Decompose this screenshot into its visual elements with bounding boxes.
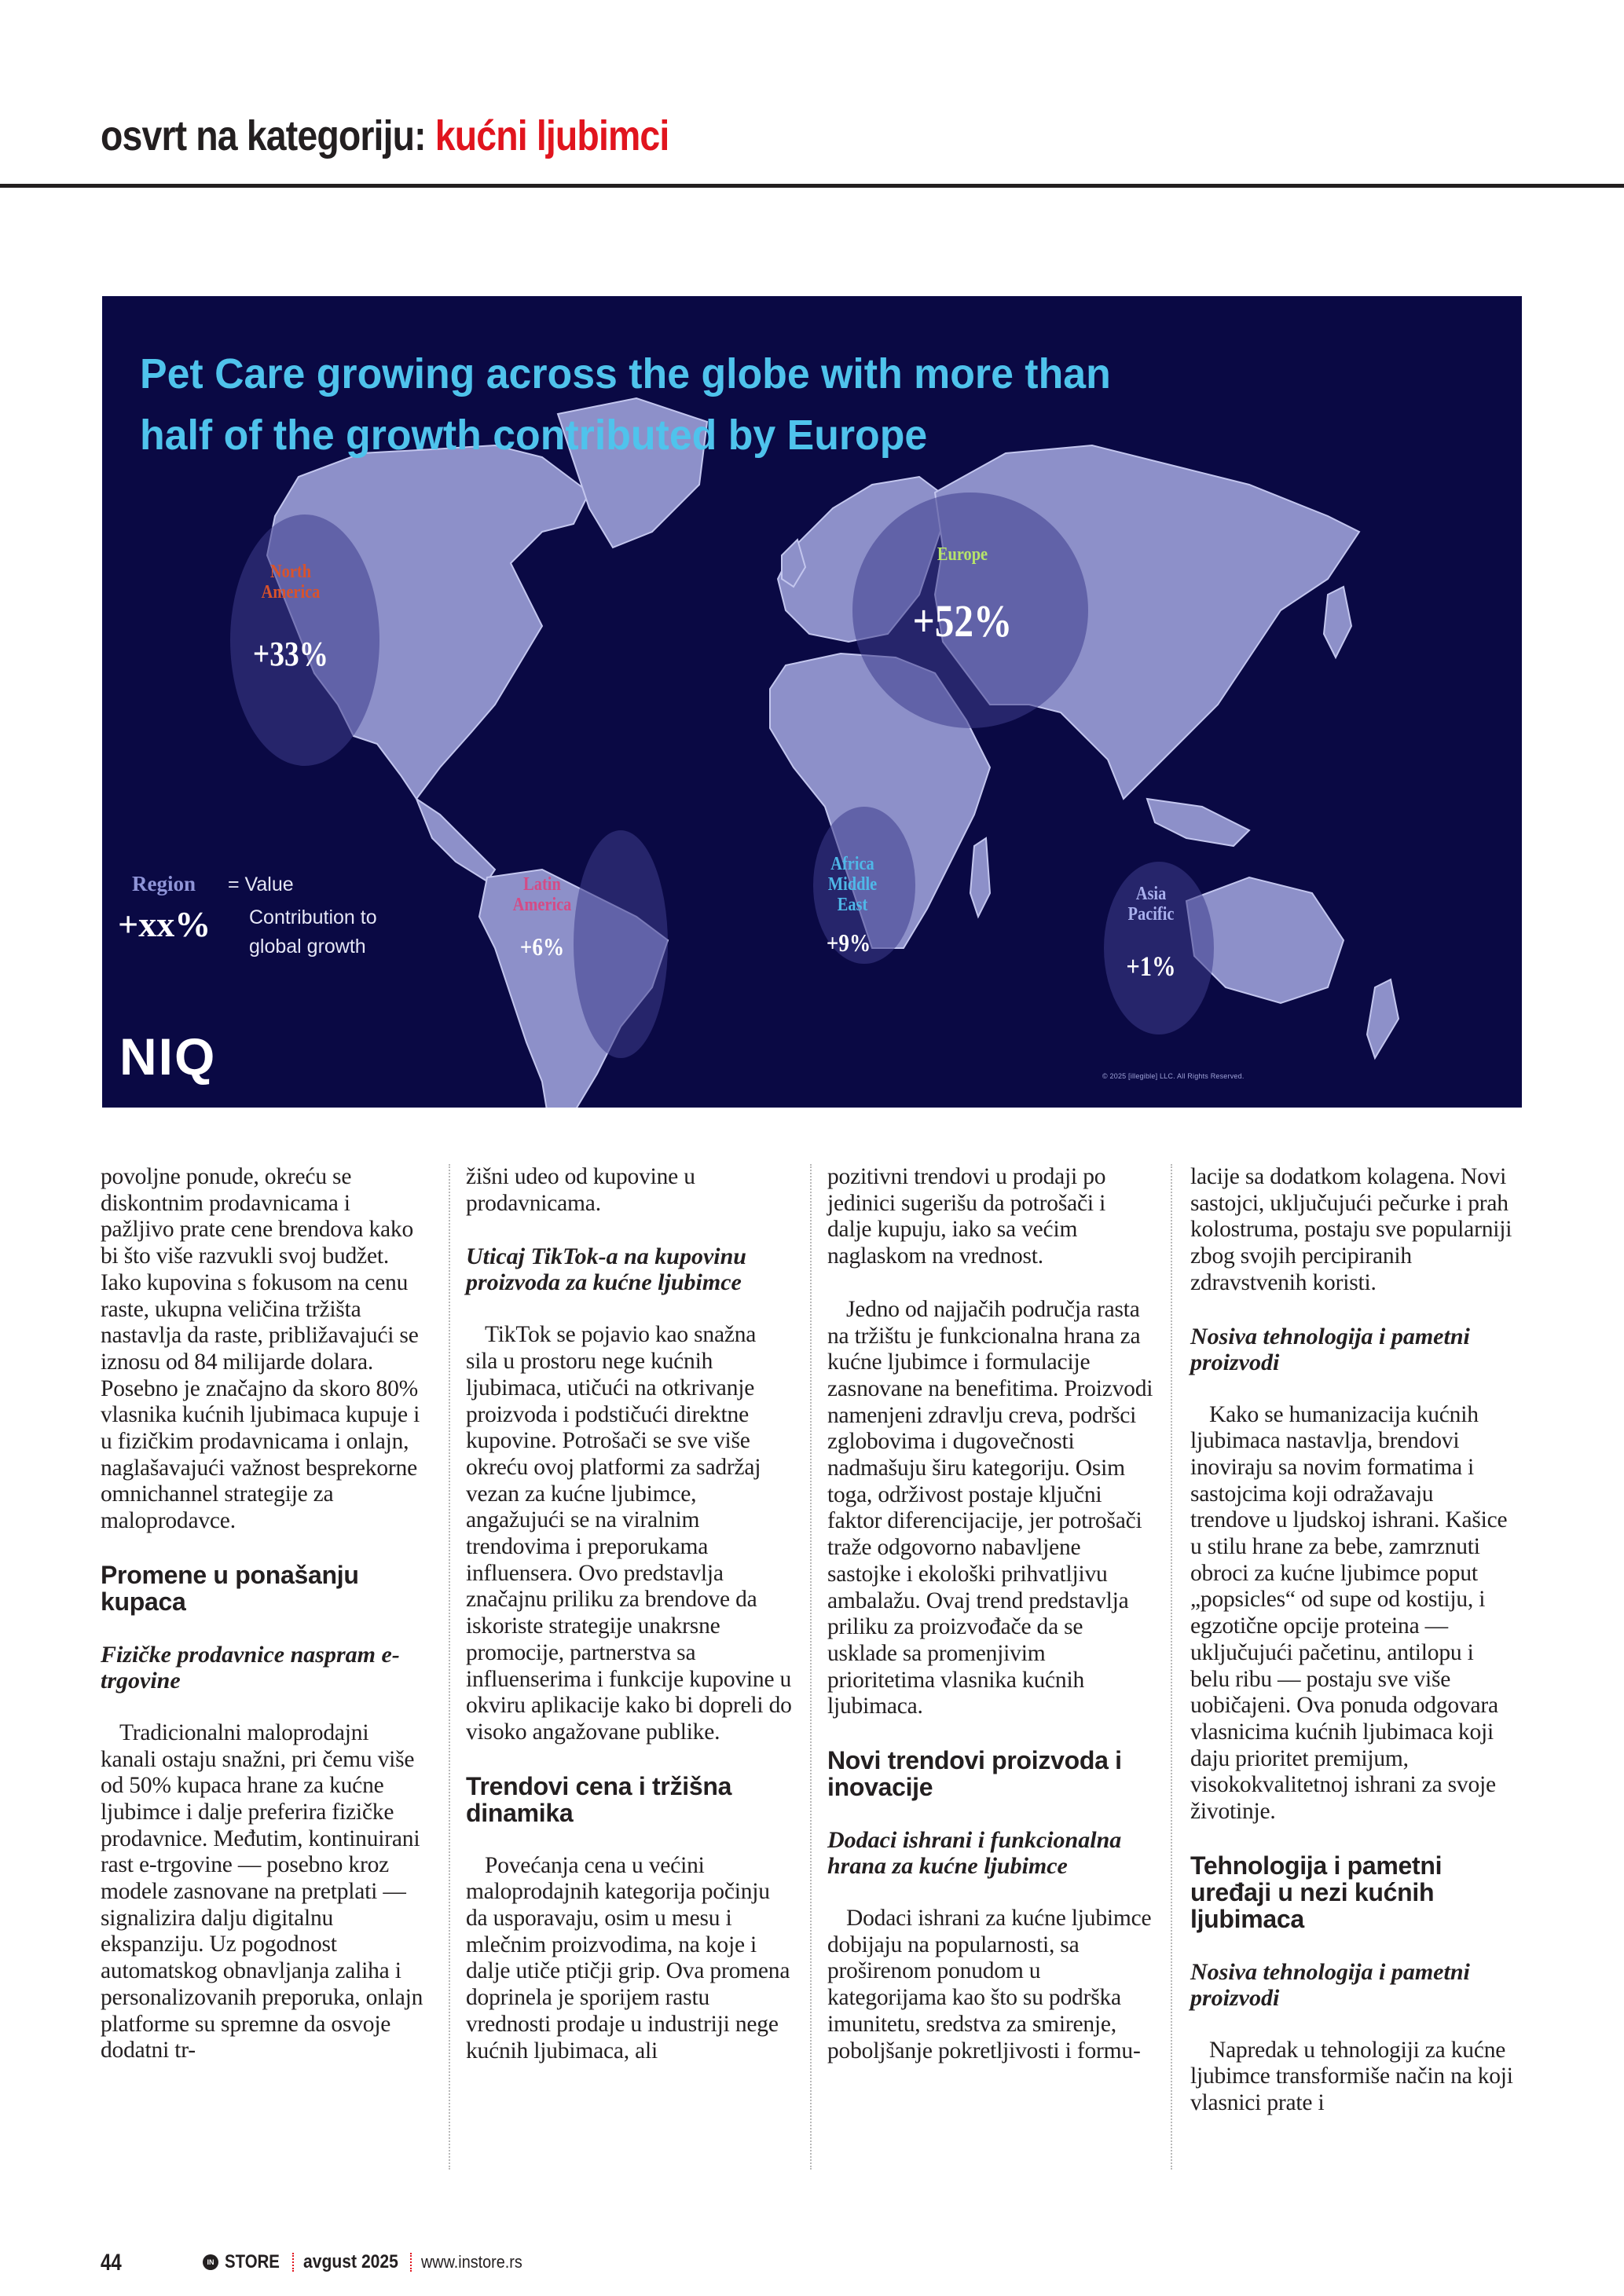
infographic-title bbox=[140, 343, 1347, 466]
north-america-value: +33% bbox=[252, 635, 329, 673]
subsection-heading: Nosiva tehnologija i pametni proizvodi bbox=[1190, 1323, 1470, 1375]
paragraph: povoljne ponude, okreću se diskontnim prodavnicama i pažljivo prate cene brendova kako bi što više razvukli svoj budžet. Iako kupovina s fokusom na cenu raste, ukupna veličina tržišta nastavlja da raste, približavajući se iznosu od 84 milijarde dolara. Posebno je značajno da skoro 80% vlasnika kućnih ljubimaca kupuje i u fizičkim prodavnicama i onlajn, naglašavajući važnost besprekorne omnichannel strategije za maloprodavce. bbox=[101, 1164, 420, 1534]
paragraph: Napredak u tehnologiji za kućne ljubimce transformiše način na koji vlasnici prate i bbox=[1190, 2037, 1513, 2116]
page-header bbox=[0, 94, 1624, 192]
article-column-2 bbox=[466, 1164, 793, 2170]
paragraph: pozitivni trendovi u prodaji po jedinici sugerišu da potrošači i dalje kupuju, iako sa većim naglaskom na vrednost. bbox=[827, 1164, 1106, 1269]
footer-separator bbox=[292, 2253, 294, 2272]
header-rule bbox=[0, 184, 1624, 188]
latin-america-value: +6% bbox=[519, 932, 565, 961]
publication-name: STORE bbox=[225, 2251, 280, 2272]
latin-america-label: Latin America bbox=[512, 874, 572, 915]
latin-america-bubble bbox=[574, 830, 668, 1058]
africa-middle-east-label: Africa Middle East bbox=[827, 854, 878, 915]
issue-date: avgust 2025 bbox=[303, 2251, 399, 2272]
infographic-title-line-2: half of the growth contributed by Europe bbox=[140, 412, 928, 459]
kicker-topic: kućni ljubimci bbox=[434, 112, 669, 159]
paragraph: žišni udeo od kupovine u prodavnicama. bbox=[466, 1164, 695, 1216]
column-divider bbox=[810, 1164, 812, 2170]
subsection-heading: Dodaci ishrani i funkcionalna hrana za kućne ljubimce bbox=[827, 1827, 1122, 1880]
north-america-label: North America bbox=[261, 562, 321, 602]
publication-info bbox=[203, 2251, 533, 2273]
section-heading: Novi trendovi proizvoda i inovacije bbox=[827, 1746, 1122, 1802]
paragraph: TikTok se pojavio kao snažna sila u prostoru nege kućnih ljubimaca, utičući na otkrivanje proizvoda i podstičući direktne kupovine. Potrošači se sve više okreću ovoj platformi za sadržaj vezan za kućne ljubimce, angažujući se na viralnim trendovima i preporukama influensera. Ovo predstavlja značajnu priliku za brendove da iskoriste strategije unakrsne promocije, partnerstva sa influenserima i funkcije kupovine u okviru aplikacije kako bi dopreli do visoko angažovane publike. bbox=[466, 1322, 792, 1745]
footer-separator bbox=[410, 2253, 412, 2272]
paragraph: lacije sa dodatkom kolagena. Novi sastojci, uključujući pečurke i prah kolostruma, postaju sve popularniji zbog svojih percipiranih zdravstvenih koristi. bbox=[1190, 1164, 1512, 1295]
europe-label: Europe bbox=[937, 544, 988, 565]
legend-placeholder-value: +xx% bbox=[118, 904, 211, 944]
page-footer bbox=[0, 2247, 1624, 2278]
section-heading: Tehnologija i pametni uređaji u nezi kućnih ljubimaca bbox=[1190, 1851, 1443, 1933]
article-column-3 bbox=[827, 1164, 1154, 2170]
section-heading: Promene u ponašanju kupaca bbox=[101, 1560, 359, 1616]
section-kicker bbox=[101, 112, 669, 160]
legend-equals-value: = Value bbox=[228, 873, 294, 895]
column-divider bbox=[1171, 1164, 1172, 2170]
pet-care-growth-infographic bbox=[102, 296, 1522, 1108]
page-number: 44 bbox=[101, 2250, 122, 2276]
asia-pacific-label: Asia Pacific bbox=[1127, 884, 1175, 925]
africa-middle-east-value: +9% bbox=[826, 928, 871, 957]
website-link[interactable]: www.instore.rs bbox=[420, 2252, 522, 2272]
article-column-1 bbox=[101, 1164, 427, 2170]
column-divider bbox=[449, 1164, 450, 2170]
paragraph: Tradicionalni maloprodajni kanali ostaju snažni, pri čemu više od 50% kupaca hrane za kućne ljubimce i dalje preferira fizičke prodavnice. Međutim, kontinuirani rast e-trgovine — posebno kroz modele zasnovane na pretplati — signalizira dalju digitalnu ekspanziju. Uz pogodnost automatskog obnavljanja zaliha i personalizovanih preporuka, onlajn platforme su spremne da osvoje dodatni tr- bbox=[101, 1719, 423, 2063]
infographic-title-line-1: Pet Care growing across the globe with more than bbox=[140, 350, 1111, 397]
paragraph: Dodaci ishrani za kućne ljubimce dobijaju na popularnosti, sa proširenom ponudom u kategorijama kao što su podrška imunitetu, sredstva za smirenje, poboljšanje pokretljivosti i formu- bbox=[827, 1906, 1152, 2063]
legend-description: Contribution to global growth bbox=[249, 906, 377, 958]
kicker-lead: osvrt na kategoriju: bbox=[101, 112, 426, 159]
section-heading: Trendovi cena i tržišna dinamika bbox=[466, 1771, 732, 1827]
niq-logo: NIQ bbox=[119, 1027, 217, 1086]
asia-pacific-value: +1% bbox=[1126, 950, 1176, 982]
subsection-heading: Nosiva tehnologija i pametni proizvodi bbox=[1190, 1958, 1470, 2011]
paragraph: Jedno od najjačih područja rasta na tržištu je funkcionalna hrana za kućne ljubimce i formulacije zasnovane na benefitima. Proizvodi namenjeni zdravlju creva, podršci zglobovima i dugovečnosti nadmašuju širu kategoriju. Osim toga, održivost postaje ključni faktor diferencijacije, jer potrošači traže odgovorno nabavljene sastojke i ekološki prihvatljivu ambalažu. Ovaj trend predstavlja priliku za proizvođače da se usklade sa promenjivim prioritetima vlasnika kućnih ljubimaca. bbox=[827, 1296, 1153, 1719]
article-column-4 bbox=[1190, 1164, 1517, 2170]
europe-value: +52% bbox=[912, 595, 1013, 646]
paragraph: Povećanja cena u većini maloprodajnih kategorija počinju da usporavaju, osim u mesu i mlečnim proizvodima, na koje i dalje utiče ptičji grip. Ova promena doprinela je sporijem rastu vrednosti prodaje u industriji nege kućnih ljubimaca, ali bbox=[466, 1852, 790, 2063]
map-legend bbox=[118, 872, 448, 982]
infographic-copyright: © 2025 [illegible] LLC. All Rights Reserved. bbox=[1102, 1072, 1245, 1080]
subsection-heading: Uticaj TikTok-a na kupovinu proizvoda za kućne ljubimce bbox=[466, 1243, 746, 1296]
article-body bbox=[101, 1164, 1523, 2170]
legend-region-label: Region bbox=[132, 872, 196, 895]
paragraph: Kako se humanizacija kućnih ljubimaca nastavlja, brendovi inoviraju sa novim formatima i sastojcima koji odražavaju trendove u ljudskoj ishrani. Kašice u stilu hrane za bebe, zamrznuti obroci za kućne ljubimce poput „popsicles“ od supe od kostiju, i egzotične opcije proteina — uključujući pačetinu, antilopu i belu ribu — postaju sve više uobičajeni. Ova ponuda odgovara vlasnicima kućnih ljubimaca koji daju prioritet premijum, visokokvalitetnoj ishrani za svoje životinje. bbox=[1190, 1401, 1508, 1825]
instore-logo-icon: IN bbox=[203, 2254, 218, 2270]
subsection-heading: Fizičke prodavnice naspram e-trgovine bbox=[101, 1641, 400, 1694]
